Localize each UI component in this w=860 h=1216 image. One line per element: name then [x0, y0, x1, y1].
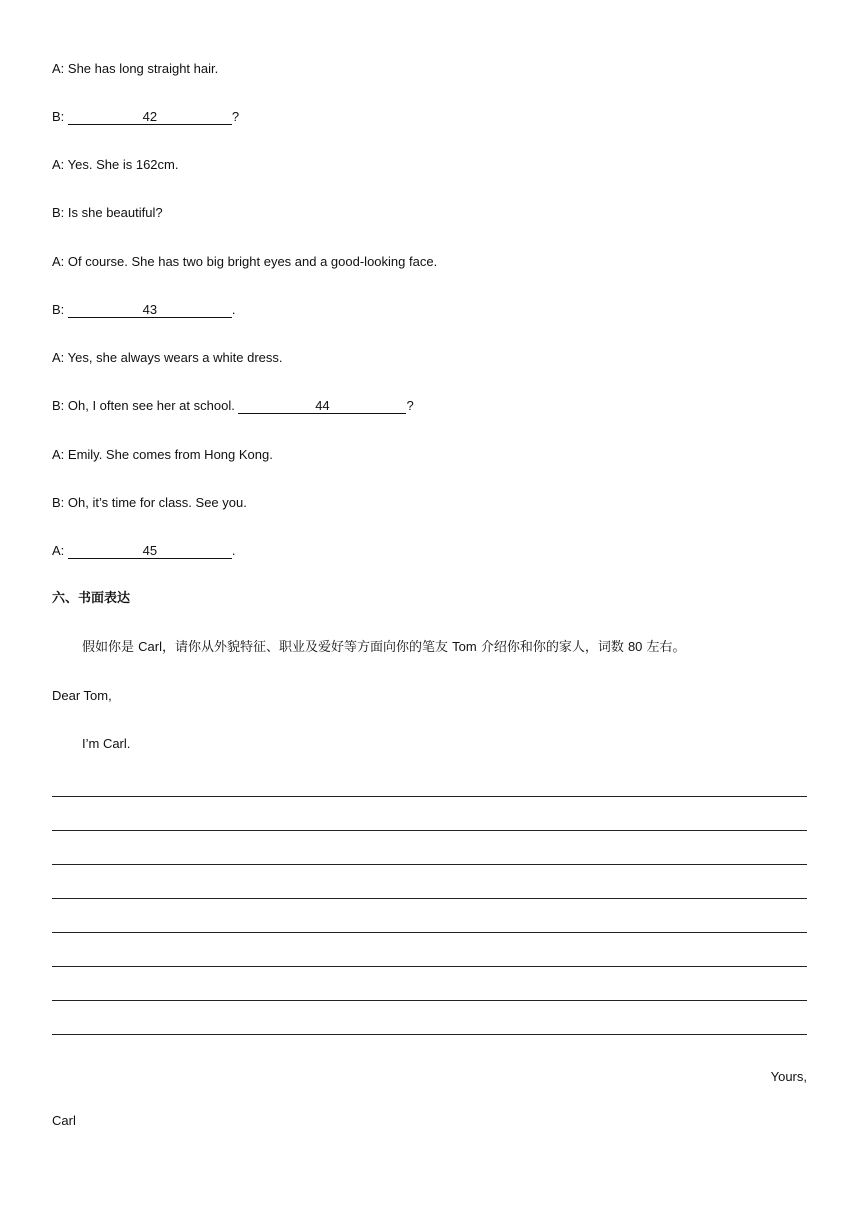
speaker-prefix: A: — [52, 543, 68, 558]
dialogue-text: A: She has long straight hair. — [52, 61, 219, 76]
dialogue-line-1 — [52, 60, 218, 78]
letter-opening: I’m Carl. — [82, 736, 131, 751]
answer-blank-45[interactable]: 45 — [68, 543, 232, 559]
speaker-prefix: B: — [52, 302, 68, 317]
answer-blank-42[interactable]: 42 — [68, 109, 232, 125]
dialogue-line-3 — [52, 156, 178, 174]
speaker-prefix: B: Oh, I often see her at school. — [52, 398, 239, 413]
blank-suffix: ? — [406, 398, 414, 413]
blank-suffix: . — [231, 302, 236, 317]
writing-line[interactable] — [52, 898, 807, 899]
letter-greeting: Dear Tom, — [52, 688, 112, 703]
dialogue-line-10 — [52, 494, 247, 512]
writing-line[interactable] — [52, 932, 807, 933]
dialogue-line-9 — [52, 446, 273, 464]
dialogue-text: A: Yes. She is 162cm. — [52, 157, 179, 172]
letter-closing: Yours, — [770, 1069, 807, 1084]
answer-blank-43[interactable]: 43 — [68, 302, 232, 318]
prompt-name-carl: Carl — [138, 639, 162, 654]
dialogue-line-4 — [52, 204, 163, 222]
dialogue-line-11 — [52, 542, 236, 560]
dialogue-text: A: Yes, she always wears a white dress. — [52, 350, 283, 365]
speaker-prefix: B: — [52, 109, 68, 124]
dialogue-line-5 — [52, 253, 437, 271]
writing-line[interactable] — [52, 864, 807, 865]
prompt-text: ，请你从外貌特征、职业及爱好等方面向你的笔友 — [161, 640, 453, 655]
prompt-text: 介绍你和你的家人，词数 — [476, 640, 628, 655]
dialogue-text: A: Of course. She has two big bright eyes and a good-looking face. — [52, 254, 438, 269]
writing-line[interactable] — [52, 1000, 807, 1001]
blank-suffix: ? — [231, 109, 240, 124]
answer-blank-44[interactable]: 44 — [238, 398, 406, 414]
section-heading: 六、书面表达 — [52, 591, 131, 606]
dialogue-line-6 — [52, 301, 236, 319]
dialogue-text: B: Is she beautiful? — [52, 205, 163, 220]
dialogue-line-8 — [52, 397, 414, 415]
prompt-text: 左右。 — [642, 640, 686, 655]
prompt-word-count: 80 — [627, 639, 643, 654]
dialogue-line-7 — [52, 349, 283, 367]
dialogue-line-2 — [52, 108, 239, 126]
writing-line[interactable] — [52, 1034, 807, 1035]
writing-line[interactable] — [52, 796, 807, 797]
writing-line[interactable] — [52, 830, 807, 831]
letter-signature: Carl — [52, 1113, 76, 1128]
writing-line[interactable] — [52, 966, 807, 967]
blank-suffix: . — [231, 543, 236, 558]
prompt-text: 假如你是 — [82, 640, 139, 655]
writing-prompt — [82, 638, 686, 657]
dialogue-text: B: Oh, it’s time for class. See you. — [52, 495, 247, 510]
prompt-name-tom: Tom — [452, 639, 477, 654]
dialogue-text: A: Emily. She comes from Hong Kong. — [52, 447, 273, 462]
